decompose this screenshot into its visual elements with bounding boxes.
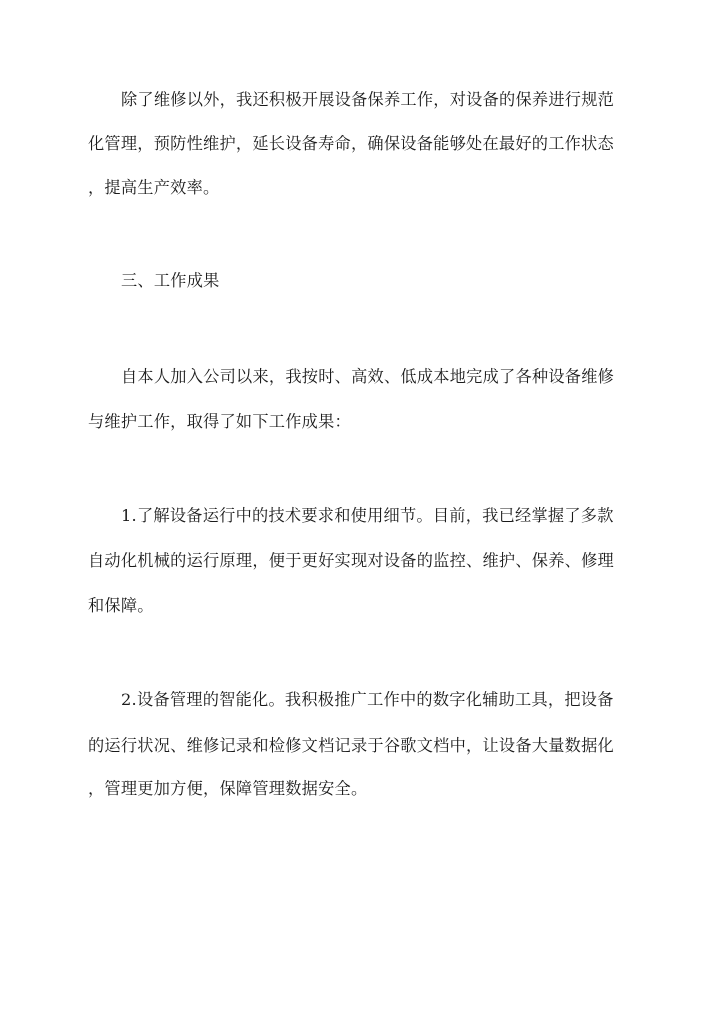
paragraph-1-line-1: 除了维修以外，我还积极开展设备保养工作，对设备的保养进行规范 <box>121 90 615 109</box>
paragraph-2-line-2: 与维护工作，取得了如下工作成果： <box>88 412 351 431</box>
section-heading: 三、工作成果 <box>121 271 220 290</box>
paragraph-3-line-1: 1.了解设备运行中的技术要求和使用细节。目前，我已经掌握了多款 <box>121 506 614 525</box>
paragraph-4-line-2: 的运行状况、维修记录和检修文档记录于谷歌文档中，让设备大量数据化 <box>88 736 614 755</box>
paragraph-1-line-2: 化管理，预防性维护，延长设备寿命，确保设备能够处在最好的工作状态 <box>88 134 614 153</box>
paragraph-2-line-1: 自本人加入公司以来，我按时、高效、低成本地完成了各种设备维修 <box>121 367 615 386</box>
paragraph-1-line-3: ，提高生产效率。 <box>88 178 220 197</box>
paragraph-3-line-2: 自动化机械的运行原理，便于更好实现对设备的监控、维护、保养、修理 <box>88 551 614 570</box>
paragraph-4-line-1: 2.设备管理的智能化。我积极推广工作中的数字化辅助工具，把设备 <box>121 690 614 709</box>
paragraph-3-line-3: 和保障。 <box>88 596 154 615</box>
paragraph-4-line-3: ，管理更加方便，保障管理数据安全。 <box>88 779 368 798</box>
